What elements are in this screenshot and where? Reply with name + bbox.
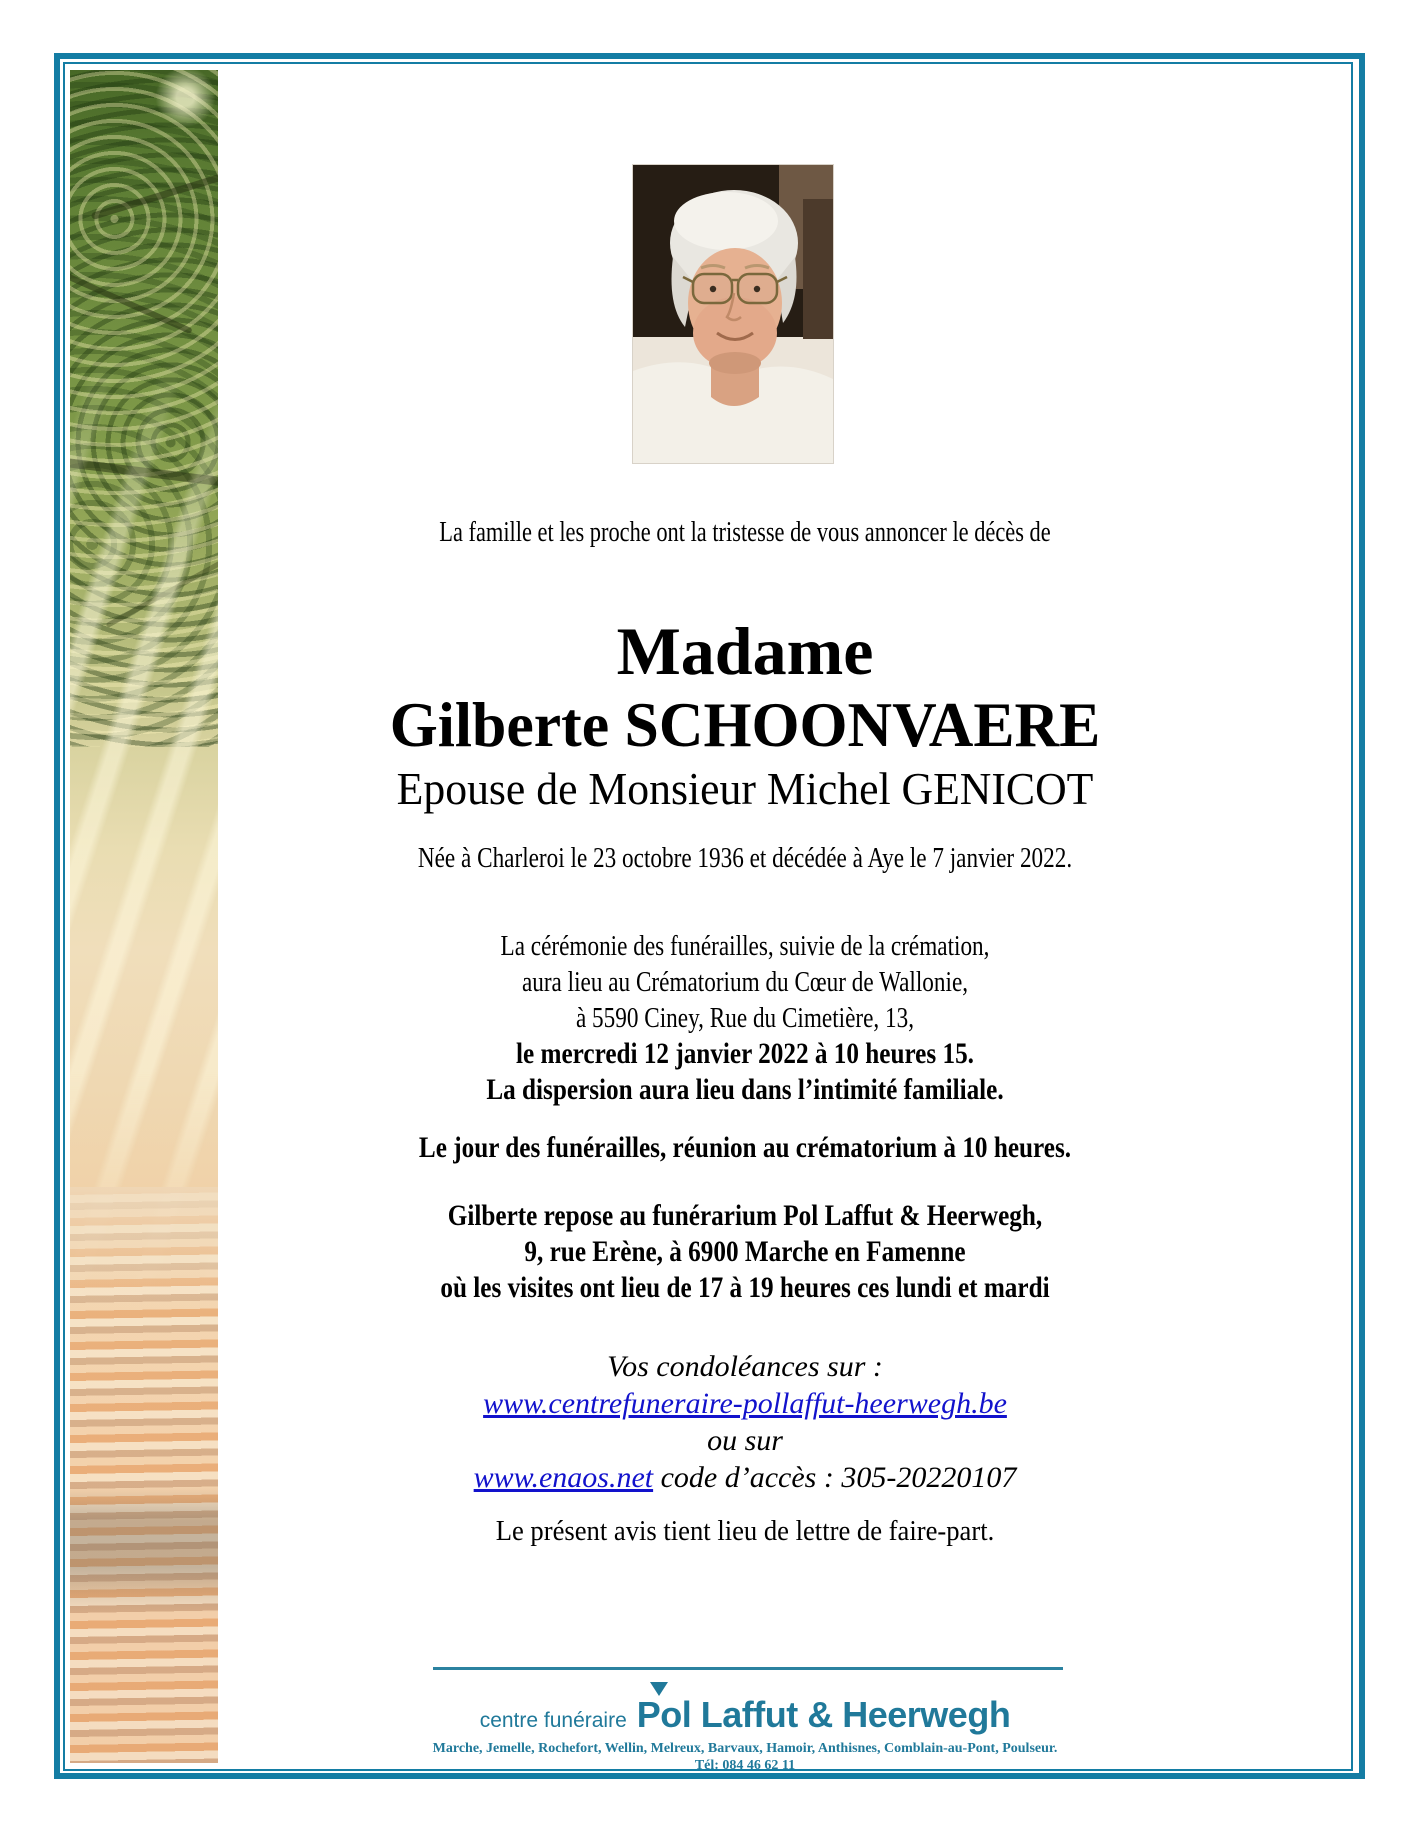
ceremony-date-line: le mercredi 12 janvier 2022 à 10 heures 15. (516, 1037, 974, 1070)
condolences-link-row-1 (180, 1385, 1310, 1422)
left-photo-strip (70, 70, 218, 1763)
meeting-line: Le jour des funérailles, réunion au crématorium à 10 heures. (418, 1131, 1072, 1164)
condolences-link-2[interactable]: www.enaos.net (473, 1461, 654, 1494)
ceremony-line: La cérémonie des funérailles, suivie de la crémation, (500, 930, 990, 962)
ceremony-dispersion-line: La dispersion aura lieu dans l’intimité familiale. (486, 1073, 1004, 1106)
or-text: ou sur (707, 1424, 783, 1457)
ceremony-line: aura lieu au Crématorium du Cœur de Wallonie, (521, 966, 969, 998)
access-code-text: code d’accès : 305-20220107 (653, 1461, 1017, 1494)
portrait-illustration (633, 165, 833, 463)
spouse-line: Epouse de Monsieur Michel GENICOT (396, 763, 1094, 814)
repose-address-line: 9, rue Erène, à 6900 Marche en Famenne (524, 1235, 966, 1268)
repose-visits-line: où les visites ont lieu de 17 à 19 heures ces lundi et mardi (440, 1271, 1050, 1304)
ceremony-line: à 5590 Ciney, Rue du Cimetière, 13, (575, 1002, 915, 1034)
brand-prefix: centre funéraire (479, 1709, 627, 1732)
brand-name: Pol Laffut & Heerwegh (636, 1694, 1011, 1735)
condolences-intro: Vos condoléances sur : (607, 1350, 883, 1383)
repose-line: Gilberte repose au funérarium Pol Laffut & Heerwegh, (447, 1199, 1043, 1232)
funeral-home-logo (180, 1694, 1310, 1736)
notice-line: Le présent avis tient lieu de lettre de faire-part. (495, 1516, 995, 1547)
condolences-link-1[interactable]: www.centrefuneraire-pollaffut-heerwegh.be (483, 1387, 1007, 1420)
deceased-name: Gilberte SCHOONVAERE (389, 690, 1101, 760)
locations-line: Marche, Jemelle, Rochefort, Wellin, Melreux, Barvaux, Hamoir, Anthisnes, Comblain-au-Pont, Poulseur. (432, 1741, 1058, 1756)
condolences-link-row-2 (180, 1459, 1310, 1496)
footer-divider (433, 1667, 1063, 1670)
deceased-title: Madame (616, 613, 874, 689)
phone-line: Tél: 084 46 62 11 (694, 1758, 796, 1773)
announcement-line: La famille et les proche ont la tristesse de vous annoncer le décès de (439, 517, 1051, 548)
sunray-texture (70, 358, 218, 1306)
portrait-photo (633, 165, 833, 463)
birth-death-line: Née à Charleroi le 23 octobre 1936 et décédée à Aye le 7 janvier 2022. (417, 842, 1073, 874)
